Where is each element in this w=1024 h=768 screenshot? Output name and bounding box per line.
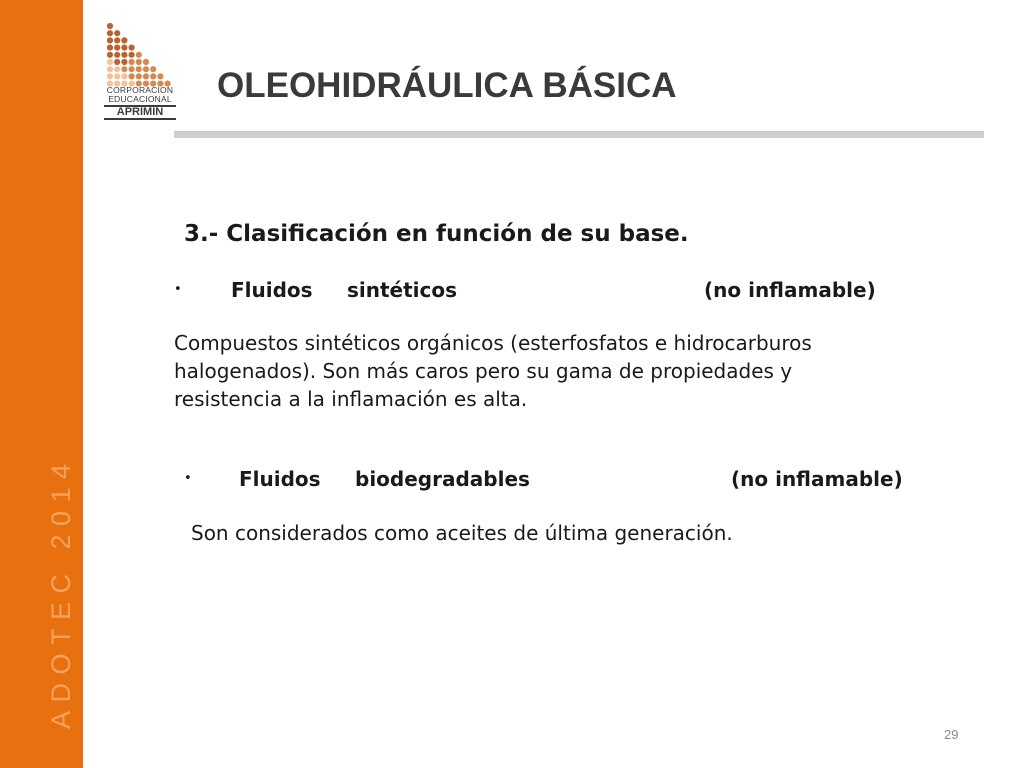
description-line: halogenados). Son más caros pero su gama de propiedades y: [174, 359, 793, 383]
description-line: Son considerados como aceites de última generación.: [191, 521, 733, 545]
title-underline: [174, 131, 984, 138]
item-note: (no inflamable): [731, 467, 903, 491]
sidebar-vertical-text: ADOTEC 2014: [46, 455, 76, 729]
item-type-name: sintéticos: [347, 278, 458, 302]
list-item: [174, 278, 914, 304]
item-word-fluidos: Fluidos: [231, 278, 313, 302]
item-description: [174, 329, 812, 413]
logo-line-2: EDUCACIONAL: [108, 93, 172, 104]
sidebar-divider: [83, 0, 87, 768]
item-description: [191, 519, 733, 547]
page-title: OLEOHIDRÁULICA BÁSICA: [217, 66, 677, 105]
logo-wordmark: [104, 86, 176, 120]
page-number: 29: [944, 727, 959, 742]
description-line: Compuestos sintéticos orgánicos (esterfosfatos e hidrocarburos: [174, 331, 812, 355]
bullet-point: •: [184, 471, 192, 486]
item-type-name: biodegradables: [355, 467, 530, 491]
section-heading: 3.- Clasificación en función de su base.: [184, 221, 689, 247]
description-line: resistencia a la inflamación es alta.: [174, 387, 528, 411]
logo-line-1: CORPORACION: [106, 85, 174, 95]
item-note: (no inflamable): [704, 278, 876, 302]
logo-line-3: APRIMIN: [104, 105, 176, 120]
list-item: [184, 467, 944, 493]
item-word-fluidos: Fluidos: [239, 467, 321, 491]
bullet-point: •: [174, 282, 182, 297]
